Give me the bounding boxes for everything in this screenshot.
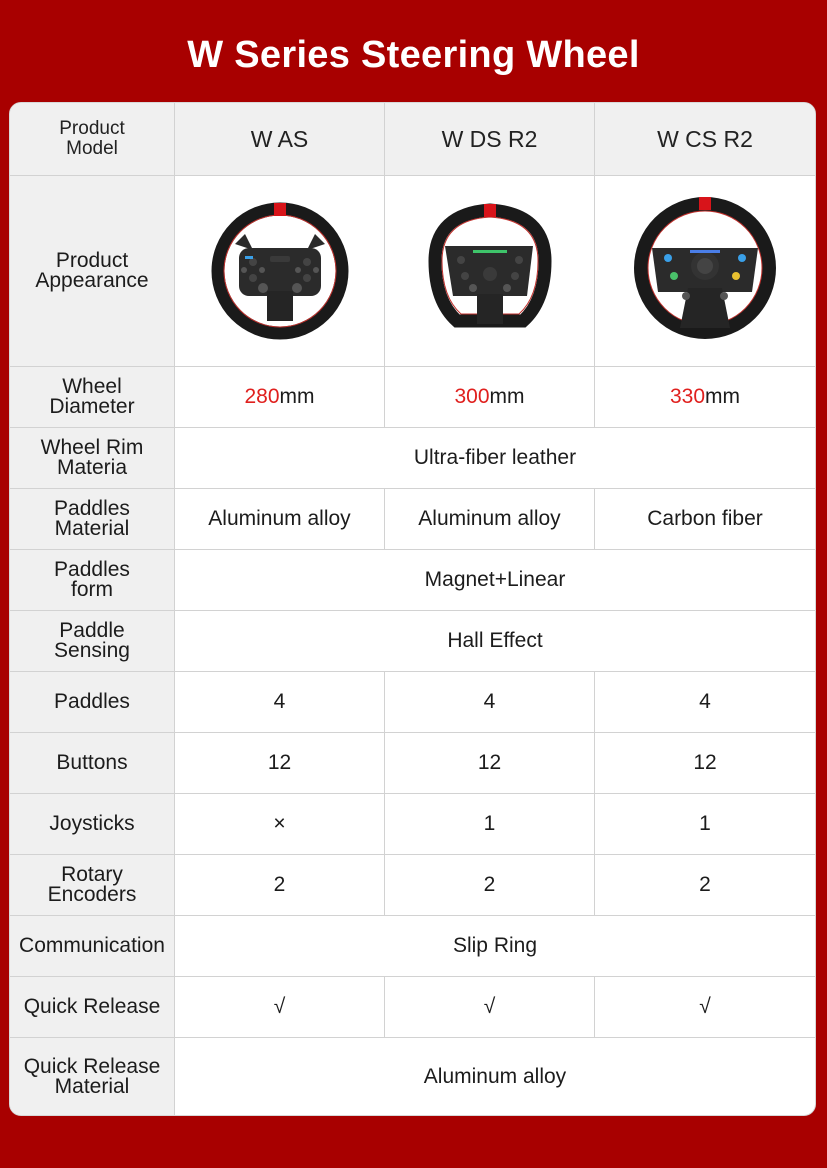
joysticks-w-cs-r2: 1 <box>595 794 816 855</box>
label-paddles: Paddles <box>10 672 175 733</box>
buttons-w-as: 12 <box>175 733 385 794</box>
label-quick-release-material <box>10 1038 175 1116</box>
row-paddles-material <box>10 489 816 550</box>
paddles-material-w-as: Aluminum alloy <box>175 489 385 550</box>
joysticks-w-as: × <box>175 794 385 855</box>
spec-table-card <box>9 102 816 1116</box>
label-paddles-material <box>10 489 175 550</box>
row-product-model <box>10 103 816 176</box>
label-text: Product Appearance <box>35 249 149 292</box>
rotary-w-as: 2 <box>175 855 385 916</box>
image-w-as <box>175 176 385 367</box>
label-product-model <box>10 103 175 176</box>
paddles-form-value: Magnet+Linear <box>175 550 816 611</box>
row-buttons <box>10 733 816 794</box>
row-quick-release <box>10 977 816 1038</box>
paddle-sensing-value: Hall Effect <box>175 611 816 672</box>
buttons-w-cs-r2: 12 <box>595 733 816 794</box>
quick-release-material-value: Aluminum alloy <box>175 1038 816 1116</box>
joysticks-w-ds-r2: 1 <box>385 794 595 855</box>
paddles-material-w-cs-r2: Carbon fiber <box>595 489 816 550</box>
paddles-w-ds-r2: 4 <box>385 672 595 733</box>
row-wheel-diameter <box>10 367 816 428</box>
diameter-unit: mm <box>705 385 741 408</box>
label-text: Paddles form <box>54 558 130 601</box>
row-quick-release-material <box>10 1038 816 1116</box>
label-text: Wheel Rim Materia <box>40 436 144 479</box>
label-paddles-form <box>10 550 175 611</box>
rotary-w-cs-r2: 2 <box>595 855 816 916</box>
label-communication: Communication <box>10 916 175 977</box>
row-paddles-form <box>10 550 816 611</box>
rotary-w-ds-r2: 2 <box>385 855 595 916</box>
diameter-w-as <box>175 367 385 428</box>
row-rotary-encoders <box>10 855 816 916</box>
diameter-w-cs-r2 <box>595 367 816 428</box>
row-paddles <box>10 672 816 733</box>
quick-release-w-ds-r2: √ <box>385 977 595 1038</box>
row-product-appearance <box>10 176 816 367</box>
row-paddle-sensing <box>10 611 816 672</box>
label-rotary-encoders <box>10 855 175 916</box>
page-title: W Series Steering Wheel <box>187 34 640 76</box>
label-text: Quick Release Material <box>23 1054 161 1098</box>
label-text: Wheel Diameter <box>49 375 135 418</box>
steering-wheel-image-w-ds-r2 <box>415 196 565 346</box>
spec-table <box>9 102 816 1116</box>
diameter-value: 300 <box>454 385 490 408</box>
diameter-value: 330 <box>669 385 706 408</box>
paddles-w-as: 4 <box>175 672 385 733</box>
label-product-appearance <box>10 176 175 367</box>
communication-value: Slip Ring <box>175 916 816 977</box>
row-joysticks <box>10 794 816 855</box>
steering-wheel-image-w-cs-r2 <box>630 196 780 346</box>
model-w-ds-r2: W DS R2 <box>385 103 595 176</box>
label-text: Rotary Encoders <box>47 863 137 906</box>
image-w-ds-r2 <box>385 176 595 367</box>
rim-material-value: Ultra-fiber leather <box>175 428 816 489</box>
quick-release-w-as: √ <box>175 977 385 1038</box>
label-paddle-sensing <box>10 611 175 672</box>
label-wheel-diameter <box>10 367 175 428</box>
label-quick-release: Quick Release <box>10 977 175 1038</box>
diameter-w-ds-r2 <box>385 367 595 428</box>
image-w-cs-r2 <box>595 176 816 367</box>
buttons-w-ds-r2: 12 <box>385 733 595 794</box>
label-text: Paddle Sensing <box>54 619 130 662</box>
model-w-cs-r2: W CS R2 <box>595 103 816 176</box>
diameter-value: 280 <box>244 385 280 408</box>
label-joysticks: Joysticks <box>10 794 175 855</box>
label-text: Paddles Material <box>54 497 130 540</box>
label-buttons: Buttons <box>10 733 175 794</box>
paddles-material-w-ds-r2: Aluminum alloy <box>385 489 595 550</box>
paddles-w-cs-r2: 4 <box>595 672 816 733</box>
model-w-as: W AS <box>175 103 385 176</box>
quick-release-w-cs-r2: √ <box>595 977 816 1038</box>
steering-wheel-image-w-as <box>205 196 355 346</box>
diameter-unit: mm <box>489 385 525 408</box>
label-wheel-rim-material <box>10 428 175 489</box>
diameter-unit: mm <box>279 385 315 408</box>
row-wheel-rim-material <box>10 428 816 489</box>
row-communication <box>10 916 816 977</box>
label-text: Product Model <box>59 118 125 159</box>
